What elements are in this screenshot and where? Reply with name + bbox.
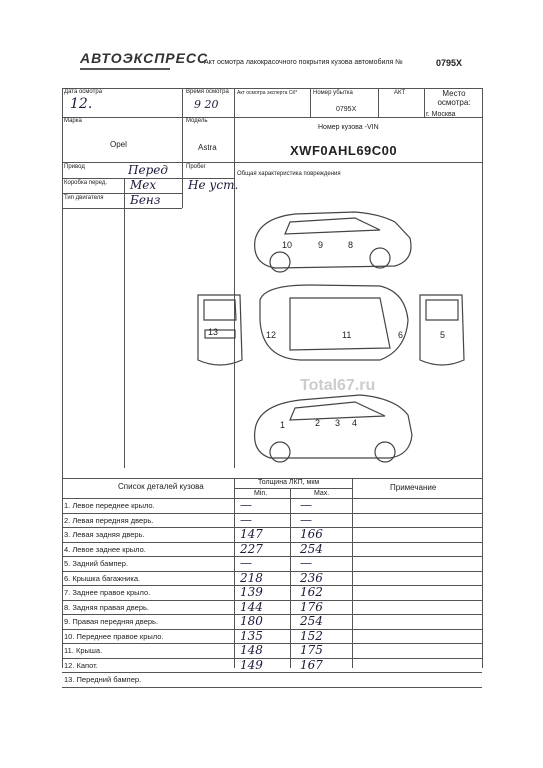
table-row-min: —: [240, 556, 252, 570]
table-line: [290, 488, 291, 668]
table-row-part: 6. Крышка багажника.: [64, 573, 141, 583]
make-value: Opel: [110, 140, 127, 149]
table-row-max: 254: [300, 614, 323, 628]
table-row-min: 218: [240, 570, 263, 585]
akt-label: АКТ: [394, 90, 406, 96]
zone-label: 8: [348, 240, 354, 250]
table-row-part: 11. Крыша.: [64, 646, 103, 655]
zone-label: 3: [335, 418, 341, 428]
table-row-part: 3. Левая задняя дверь.: [64, 530, 145, 539]
zone-label: 10: [282, 240, 293, 250]
gearbox-value: Мех: [130, 178, 157, 192]
max-header: Max.: [314, 490, 330, 497]
place-label: Место осмотра:: [437, 89, 471, 107]
engine-value: Бенз: [130, 193, 161, 207]
model-label: Модель: [186, 118, 208, 124]
logo-underline: [80, 68, 170, 70]
table-line: [62, 614, 482, 615]
table-row-max: —: [300, 512, 312, 527]
table-row-part: 10. Переднее правое крыло.: [64, 631, 164, 641]
make-label: Марка: [64, 118, 82, 124]
table-line: [62, 571, 482, 572]
table-row-max: —: [300, 498, 312, 512]
time-label: Время осмотра: [186, 89, 229, 95]
table-row-max: 166: [300, 527, 323, 541]
table-line: [62, 513, 482, 514]
grid-line: [424, 88, 425, 118]
table-row-min: 135: [240, 628, 263, 643]
table-line: [482, 478, 483, 668]
table-line: [62, 478, 63, 668]
grid-line: [124, 178, 125, 468]
table-row-min: 147: [240, 527, 263, 541]
table-row-min: —: [240, 498, 252, 512]
table-line: [62, 527, 482, 528]
table-line: [62, 687, 482, 688]
grid-line: [62, 88, 63, 478]
table-row-part: 9. Правая передняя дверь.: [64, 617, 159, 626]
grid-line: [378, 88, 379, 118]
zone-label: 6: [398, 330, 404, 340]
table-row-part: 1. Левое переднее крыло.: [64, 501, 155, 510]
time-value: 9 20: [194, 98, 219, 111]
grid-line: [62, 117, 482, 118]
table-line: [62, 643, 482, 644]
table-row-min: 227: [240, 541, 263, 556]
table-row-part: 7. Заднее правое крыло.: [64, 588, 151, 597]
table-line: [234, 478, 235, 668]
mileage-label: Пробег: [186, 164, 206, 170]
table-line: [62, 542, 482, 543]
table-line: [234, 488, 352, 489]
table-row-part: 8. Задняя правая дверь.: [64, 602, 149, 612]
logo: АВТОЭКСПРЕСС: [80, 50, 209, 66]
gearbox-label: Коробка перед.: [64, 180, 107, 186]
act-number: 0795Х: [436, 58, 463, 68]
table-row-min: 149: [240, 657, 263, 672]
engine-label: Тип двигателя: [64, 195, 104, 201]
drive-label: Привод: [64, 164, 85, 170]
wheel-icon: [375, 442, 395, 462]
grid-line: [310, 88, 311, 118]
table-line: [62, 600, 482, 601]
table-row-min: 139: [240, 585, 263, 599]
table-line: [62, 498, 482, 499]
table-row-part: 4. Левое заднее крыло.: [64, 544, 146, 554]
zone-label: 1: [280, 420, 286, 430]
vin-label: Номер кузова -VIN: [318, 124, 379, 131]
grid-line: [62, 208, 182, 209]
damage-label: Общая характеристика повреждения: [237, 171, 341, 177]
table-row-max: 236: [300, 570, 323, 585]
table-row-part: 5. Задний бампер.: [64, 559, 128, 568]
table-row-min: 180: [240, 614, 263, 628]
zone-label: 9: [318, 240, 324, 250]
table-row-part: 13. Передний бампер.: [64, 675, 142, 684]
date-label: Дата осмотра: [64, 89, 103, 95]
grid-line: [182, 88, 183, 208]
grid-line: [62, 193, 182, 194]
zone-label: 12: [266, 330, 277, 340]
vin-value: XWF0AHL69C00: [290, 143, 398, 158]
table-line: [62, 629, 482, 630]
min-header: Min.: [254, 490, 268, 497]
table-row-max: 162: [300, 585, 323, 599]
table-row-part: 2. Левая передняя дверь.: [64, 515, 154, 525]
table-row-max: —: [300, 556, 312, 570]
table-row-min: —: [240, 512, 252, 527]
table-row-min: 144: [240, 599, 263, 614]
zone-label: 5: [440, 330, 446, 340]
thickness-header: Толщина ЛКП, мкм: [258, 479, 320, 486]
table-line: [62, 556, 482, 557]
zone-label: 4: [352, 418, 358, 428]
wheel-icon: [270, 252, 290, 272]
table-row-max: 176: [300, 599, 323, 614]
note-header: Примечание: [390, 483, 437, 492]
claim-label: Номер убытка: [313, 90, 353, 96]
wheel-icon: [270, 442, 290, 462]
zone-label: 13: [208, 327, 219, 337]
mileage-value: Не уст.: [188, 178, 239, 192]
model-value: Astra: [198, 143, 217, 152]
table-line: [62, 585, 482, 586]
grid-line: [62, 162, 482, 163]
table-row-max: 152: [300, 628, 323, 643]
page-title: Акт осмотра лакокрасочного покрытия кузова автомобиля №: [204, 59, 403, 66]
date-value: 12.: [70, 96, 93, 112]
drive-value: Перед: [128, 163, 168, 177]
grid-line: [62, 88, 482, 89]
table-line: [352, 478, 353, 668]
table-line: [62, 672, 482, 673]
place-value: г. Москва: [426, 111, 456, 118]
wheel-icon: [370, 248, 390, 268]
car-diagram: [180, 200, 480, 470]
table-row-part: 12. Капот.: [64, 660, 98, 670]
table-row-max: 167: [300, 657, 323, 672]
table-row-max: 175: [300, 643, 323, 657]
claim-value: 0795Х: [336, 106, 357, 113]
zone-label: 11: [342, 330, 352, 340]
table-line: [62, 658, 482, 659]
zone-label: 2: [315, 418, 321, 428]
act-expert-label: Акт осмотра эксперта СК*: [237, 90, 298, 96]
watermark: Total67.ru: [300, 377, 376, 394]
table-row-min: 148: [240, 643, 263, 657]
grid-line: [482, 88, 483, 478]
parts-header: Список деталей кузова: [118, 482, 204, 491]
car-right-side-outline: [255, 212, 411, 268]
table-row-max: 254: [300, 541, 323, 556]
